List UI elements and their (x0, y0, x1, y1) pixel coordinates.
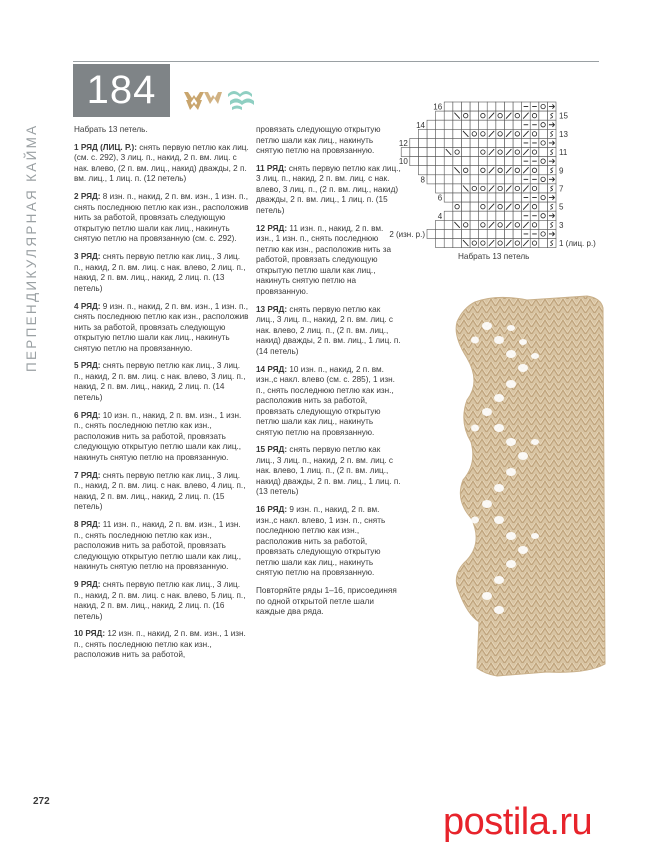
row-14: 14 РЯД: 10 изн. п., накид, 2 п. вм. изн.,с накл. влево (см. с. 285), 1 изн. п., снять последнюю петлю как изн., расположив нить за работой, провязать следующую открытую петлю шали как лиц., накинуть снятую петлю на провязанную. (256, 364, 395, 437)
chart-cell (436, 229, 445, 238)
chart-cell (444, 220, 453, 229)
chart-right-row-label: 13 (559, 129, 568, 139)
chart-cell (453, 211, 462, 220)
chart-cell (427, 129, 436, 138)
chart-row (444, 102, 556, 111)
chart-cell (513, 157, 522, 166)
row-10: 10 РЯД: 12 изн. п., накид, 2 п. вм. изн., 1 изн. п., снять последнюю петлю как изн., расположив нить за работой, (74, 629, 246, 660)
chart-cell (418, 138, 427, 147)
chart-cell (418, 129, 427, 138)
chart-cell (436, 129, 445, 138)
chart-right-row-label: 5 (559, 202, 564, 212)
chart-cell (470, 184, 479, 193)
row-9: 9 РЯД: снять первую петлю как лиц., 3 лиц. п., накид, 2 п. вм. лиц. с нак. влево, 5 лиц. п., накид, 2 п. вм. лиц., накид, 2 лиц. п. (16 петель) (74, 580, 246, 621)
chart-cell (504, 120, 513, 129)
chart-cell (461, 193, 470, 202)
chart-cell (427, 157, 436, 166)
chart-cell (496, 102, 505, 111)
chart-cell (427, 175, 436, 184)
chart-cell (444, 129, 453, 138)
chart-cell (496, 129, 505, 138)
chart-cell (453, 102, 462, 111)
chart-cell (453, 202, 462, 211)
header-rule (73, 61, 599, 62)
chart-cell (539, 239, 548, 248)
chart-cell (539, 148, 548, 157)
repeat-note: Повторяйте ряды 1–16, присоединяя по одной открытой петле шали каждые два ряда. (256, 586, 397, 617)
chart-cell (436, 166, 445, 175)
chart-cell (513, 202, 522, 211)
chart-cell (479, 202, 488, 211)
chart-cell (504, 157, 513, 166)
chart-cell (504, 211, 513, 220)
chart-cell (513, 220, 522, 229)
chart-cell (461, 211, 470, 220)
row-4: 4 РЯД: 9 изн. п., накид, 2 п. вм. изн., 1 изн. п., снять последнюю петлю как изн., расположив нить за работой, провязать следующую открытую петлю шали как лиц., накинуть снятую петлю на провязанную. (74, 301, 249, 353)
chart-cell (504, 193, 513, 202)
chart-cell (461, 220, 470, 229)
row-7: 7 РЯД: снять первую петлю как лиц., 3 лиц. п., накид, 2 п. вм. лиц. с нак. влево, 4 лиц. п., накид, 2 п. вм. лиц., накид, 2 лиц. п. (15 петель) (74, 470, 246, 512)
chart-cell (479, 111, 488, 120)
section-side-title (24, 72, 46, 372)
chart-row (427, 120, 556, 129)
row-5: 5 РЯД: снять первую петлю как лиц., 3 лиц. п., накид, 2 п. вм. лиц. с нак. влево, 3 лиц. п., накид, 2 п. вм. лиц., накид, 2 лиц. п. (14 петель) (74, 361, 246, 402)
chart-right-row-label: 11 (559, 148, 568, 158)
chart-cell (513, 211, 522, 220)
chart-cell (461, 166, 470, 175)
chart-cell (427, 229, 436, 238)
wave-icon (228, 91, 254, 110)
chart-cell (539, 111, 548, 120)
chart-cell (504, 229, 513, 238)
chart-cell (453, 138, 462, 147)
chart-cell (496, 148, 505, 157)
chart-cell (539, 175, 548, 184)
chart-cell (470, 239, 479, 248)
chart-cell (479, 148, 488, 157)
chart-cell (453, 229, 462, 238)
chart-cell (470, 111, 479, 120)
row-1: 1 РЯД (ЛИЦ. Р.): снять первую петлю как лиц. (см. с. 292), 3 лиц. п., накид, 2 п. вм. лиц. с нак. влево, (2 п. вм. лиц., накид) дважды, 2 п. вм. лиц., 1 лиц. п. (12 петель) (74, 142, 249, 184)
chart-cell (461, 229, 470, 238)
chart-cell (513, 239, 522, 248)
row-2: 2 РЯД: 8 изн. п., накид, 2 п. вм. изн., 1 изн. п., снять последнюю петлю как изн., расположив нить за работой, провязать следующую открытую петлю шали как лиц., накинуть снятую петлю на провязанную (см. с. 292). (74, 192, 249, 244)
chart-cell (444, 184, 453, 193)
chart-cell (427, 166, 436, 175)
chart-left-row-label: 10 (398, 157, 408, 167)
chart-cell (530, 239, 539, 248)
chart-cell (444, 239, 453, 248)
intro-text: Набрать 13 петель. (74, 125, 148, 134)
chart-cell (539, 129, 548, 138)
chart-cell (530, 166, 539, 175)
chart-right-row-label: 1 (лиц. р.) (559, 239, 596, 249)
chart-row (436, 239, 556, 248)
chart-cell (436, 220, 445, 229)
chart-cell (427, 138, 436, 147)
chart-cell (496, 138, 505, 147)
chart-cell (444, 229, 453, 238)
chart-cell (461, 157, 470, 166)
chart-cell (479, 120, 488, 129)
chart-cell (530, 129, 539, 138)
chart-cell (487, 175, 496, 184)
chart-cell (479, 138, 488, 147)
chart-cell (513, 102, 522, 111)
chart-row (436, 111, 556, 120)
chart-cell (470, 102, 479, 111)
chart-cell (530, 220, 539, 229)
chart-cell (436, 120, 445, 129)
chart-cell (530, 148, 539, 157)
chart-cell (530, 202, 539, 211)
chart-cell (496, 184, 505, 193)
row-12: 12 РЯД: 11 изн. п., накид, 2 п. вм. изн., 1 изн. п., снять последнюю петлю как изн., расположив нить за работой, провязать следующую открытую петлю шали как лиц., накинуть снятую петлю на провязанную. (256, 223, 392, 296)
chart-cell (496, 239, 505, 248)
knitted-swatch-photo (437, 292, 609, 680)
chart-row (427, 175, 556, 184)
chart-cell (444, 193, 453, 202)
row-16: 16 РЯД: 9 изн. п., накид, 2 п. вм. изн.,с накл. влево, 1 изн. п., снять последнюю петлю как изн., расположив нить за работой, провязать следующую открытую петлю шали как лиц., накинуть снятую петлю на провязанную. (256, 505, 386, 578)
chart-row (436, 184, 556, 193)
chart-cell (436, 175, 445, 184)
chart-cell (487, 120, 496, 129)
chart-row (427, 229, 556, 238)
chart-row (436, 220, 556, 229)
chart-row (410, 138, 556, 147)
chart-right-row-label: 3 (559, 220, 564, 230)
row-6: 6 РЯД: 10 изн. п., накид, 2 п. вм. изн., 1 изн. п., снять последнюю петлю как изн., расположив нить за работой, провязать следующую открытую петлю шали как лиц., накинуть снятую петлю на провязанную. (74, 410, 242, 462)
chart-left-row-label: 14 (416, 120, 425, 130)
chart-left-row-label: 2 (изн. р.) (389, 229, 425, 239)
chart-cell (444, 157, 453, 166)
chart-cell (461, 175, 470, 184)
chart-cell (530, 111, 539, 120)
chart-cell (513, 229, 522, 238)
chart-cell (453, 193, 462, 202)
chart-cell (444, 175, 453, 184)
chart-cell (487, 193, 496, 202)
chart-cell (470, 175, 479, 184)
swatch-body (456, 296, 605, 676)
row-8: 8 РЯД: 11 изн. п., накид, 2 п. вм. изн., 1 изн. п., снять последнюю петлю как изн., расположив нить за работой, провязать следующую открытую петлю шали как лиц., накинуть снятую петлю на провязанную. (74, 520, 242, 572)
chart-right-row-label: 9 (559, 166, 564, 176)
chart-cell (513, 120, 522, 129)
chart-right-row-label: 7 (559, 184, 564, 194)
chart-cell (453, 120, 462, 129)
chart-cell (461, 148, 470, 157)
chart-cell (479, 220, 488, 229)
chart-cell (436, 184, 445, 193)
chart-row (418, 129, 556, 138)
chart-cell (453, 239, 462, 248)
chart-cell (496, 229, 505, 238)
chart-cell (461, 120, 470, 129)
chart-cell (427, 148, 436, 157)
chart-cell (496, 157, 505, 166)
chart-cell (436, 138, 445, 147)
watermark: postila.ru (443, 801, 593, 843)
chart-cell (453, 184, 462, 193)
chart-cell (496, 193, 505, 202)
chart-cell (479, 166, 488, 175)
chart-row (401, 148, 556, 157)
chart-cell (453, 175, 462, 184)
chart-cell (418, 148, 427, 157)
chart-cell (479, 239, 488, 248)
chart-cell (444, 120, 453, 129)
chart-cell (496, 202, 505, 211)
chart-cell (479, 229, 488, 238)
chart-cell (444, 111, 453, 120)
chart-row (453, 202, 556, 211)
chart-left-row-label: 8 (420, 175, 425, 185)
chart-cell (539, 138, 548, 147)
chart-cell (470, 193, 479, 202)
chart-cell (487, 211, 496, 220)
chart-cell (496, 166, 505, 175)
instructions-column-1 (74, 125, 249, 668)
chart-cell (479, 129, 488, 138)
difficulty-icons (182, 86, 258, 112)
chart-row (444, 193, 556, 202)
section-title-text: ПЕРПЕНДИКУЛЯРНАЯ КАЙМА (24, 123, 39, 372)
chart-cell (539, 102, 548, 111)
chart-cell (513, 148, 522, 157)
chart-cell (410, 138, 419, 147)
chart-left-row-label: 4 (437, 211, 443, 221)
chart-cell (453, 148, 462, 157)
chart-cell (479, 193, 488, 202)
row-11: 11 РЯД: снять первую петлю как лиц., 3 лиц. п., накид, 2 п. вм. лиц. с нак. влево, 3 лиц. п., (2 п. вм. лиц., накид) дважды, 2 п. вм. лиц., 1 лиц. п. (15 петель) (256, 163, 401, 215)
chart-cell (539, 220, 548, 229)
pattern-number-box (73, 64, 170, 117)
chart-cell (539, 184, 548, 193)
chart-cell (487, 157, 496, 166)
chart-cell (427, 120, 436, 129)
chart-cell (436, 111, 445, 120)
chart-cell (487, 102, 496, 111)
chart-cell (496, 220, 505, 229)
chart-cell (504, 102, 513, 111)
chart-cell (444, 211, 453, 220)
chart-left-row-label: 16 (433, 102, 443, 112)
chart-cell (530, 184, 539, 193)
chart-cell (410, 157, 419, 166)
chart-cell (418, 157, 427, 166)
chart-cell (479, 175, 488, 184)
chart-cell (513, 184, 522, 193)
chart-cell (470, 229, 479, 238)
page-number: 272 (33, 796, 50, 807)
chart-cell (436, 148, 445, 157)
chart-cell (470, 166, 479, 175)
instructions-column-2 (256, 125, 401, 625)
row-15: 15 РЯД: снять первую петлю как лиц., 3 лиц. п., накид, 2 п. вм. лиц. с нак. влево, 1 лиц. п., (2 п. вм. лиц., накид) дважды, 2 п. вм. лиц., 1 лиц. п. (13 петель) (256, 445, 401, 497)
knitting-chart (389, 98, 596, 268)
chart-cell (539, 157, 548, 166)
chart-cell (496, 120, 505, 129)
row-3: 3 РЯД: снять первую петлю как лиц., 3 лиц. п., накид, 2 п. вм. лиц. с нак. влево, 2 лиц. п., накид, 2 п. вм. лиц., накид, 2 лиц. п. (13 петель) (74, 252, 246, 293)
chart-cell (453, 129, 462, 138)
chart-cell (470, 157, 479, 166)
chart-cell (444, 138, 453, 147)
chart-row (418, 166, 556, 175)
chart-cell (513, 129, 522, 138)
chart-cell (479, 157, 488, 166)
chart-row (410, 157, 556, 166)
chart-cell (539, 166, 548, 175)
chart-cell (487, 229, 496, 238)
chart-left-row-label: 6 (437, 193, 443, 203)
chart-cell (539, 202, 548, 211)
chart-cell (513, 175, 522, 184)
row-10-continued: провязать следующую открытую петлю шали как лиц., накинуть снятую петлю на провязанную. (256, 125, 381, 155)
chart-cell (436, 157, 445, 166)
chart-cell (513, 166, 522, 175)
chart-cell (470, 120, 479, 129)
chart-cell (453, 157, 462, 166)
chart-cell (444, 102, 453, 111)
yarn-stitch-icon (184, 92, 222, 110)
chart-cell (539, 193, 548, 202)
chart-cell (539, 120, 548, 129)
chart-cell (487, 138, 496, 147)
chart-cell (479, 102, 488, 111)
chart-cell (401, 148, 410, 157)
chart-cell (539, 211, 548, 220)
chart-cell (444, 166, 453, 175)
chart-cell (504, 138, 513, 147)
chart-cell (470, 220, 479, 229)
chart-cell (461, 202, 470, 211)
chart-left-row-label: 12 (398, 138, 408, 148)
chart-cell (496, 175, 505, 184)
chart-cell (513, 111, 522, 120)
chart-cell (418, 166, 427, 175)
chart-cell (504, 175, 513, 184)
chart-cell (470, 138, 479, 147)
chart-cell (461, 138, 470, 147)
pattern-number: 184 (86, 68, 157, 112)
chart-cell (479, 211, 488, 220)
chart-cell (513, 193, 522, 202)
chart-cell (436, 239, 445, 248)
chart-right-row-label: 15 (559, 111, 568, 121)
chart-row (444, 211, 556, 220)
chart-cell (461, 102, 470, 111)
chart-cell (410, 148, 419, 157)
chart-cell (496, 111, 505, 120)
chart-cell (496, 211, 505, 220)
chart-cell (470, 211, 479, 220)
chart-cell (470, 148, 479, 157)
chart-cell (470, 202, 479, 211)
chart-caption: Набрать 13 петель (458, 252, 530, 261)
chart-cell (470, 129, 479, 138)
chart-cell (461, 111, 470, 120)
chart-cell (539, 229, 548, 238)
chart-cell (479, 184, 488, 193)
row-13: 13 РЯД: снять первую петлю как лиц., 3 лиц. п., накид, 2 п. вм. лиц. с нак. влево, 2 лиц. п., (2 п. вм. лиц., накид) дважды, 2 п. вм. лиц., 1 лиц. п. (14 петель) (256, 304, 401, 356)
chart-cell (513, 138, 522, 147)
